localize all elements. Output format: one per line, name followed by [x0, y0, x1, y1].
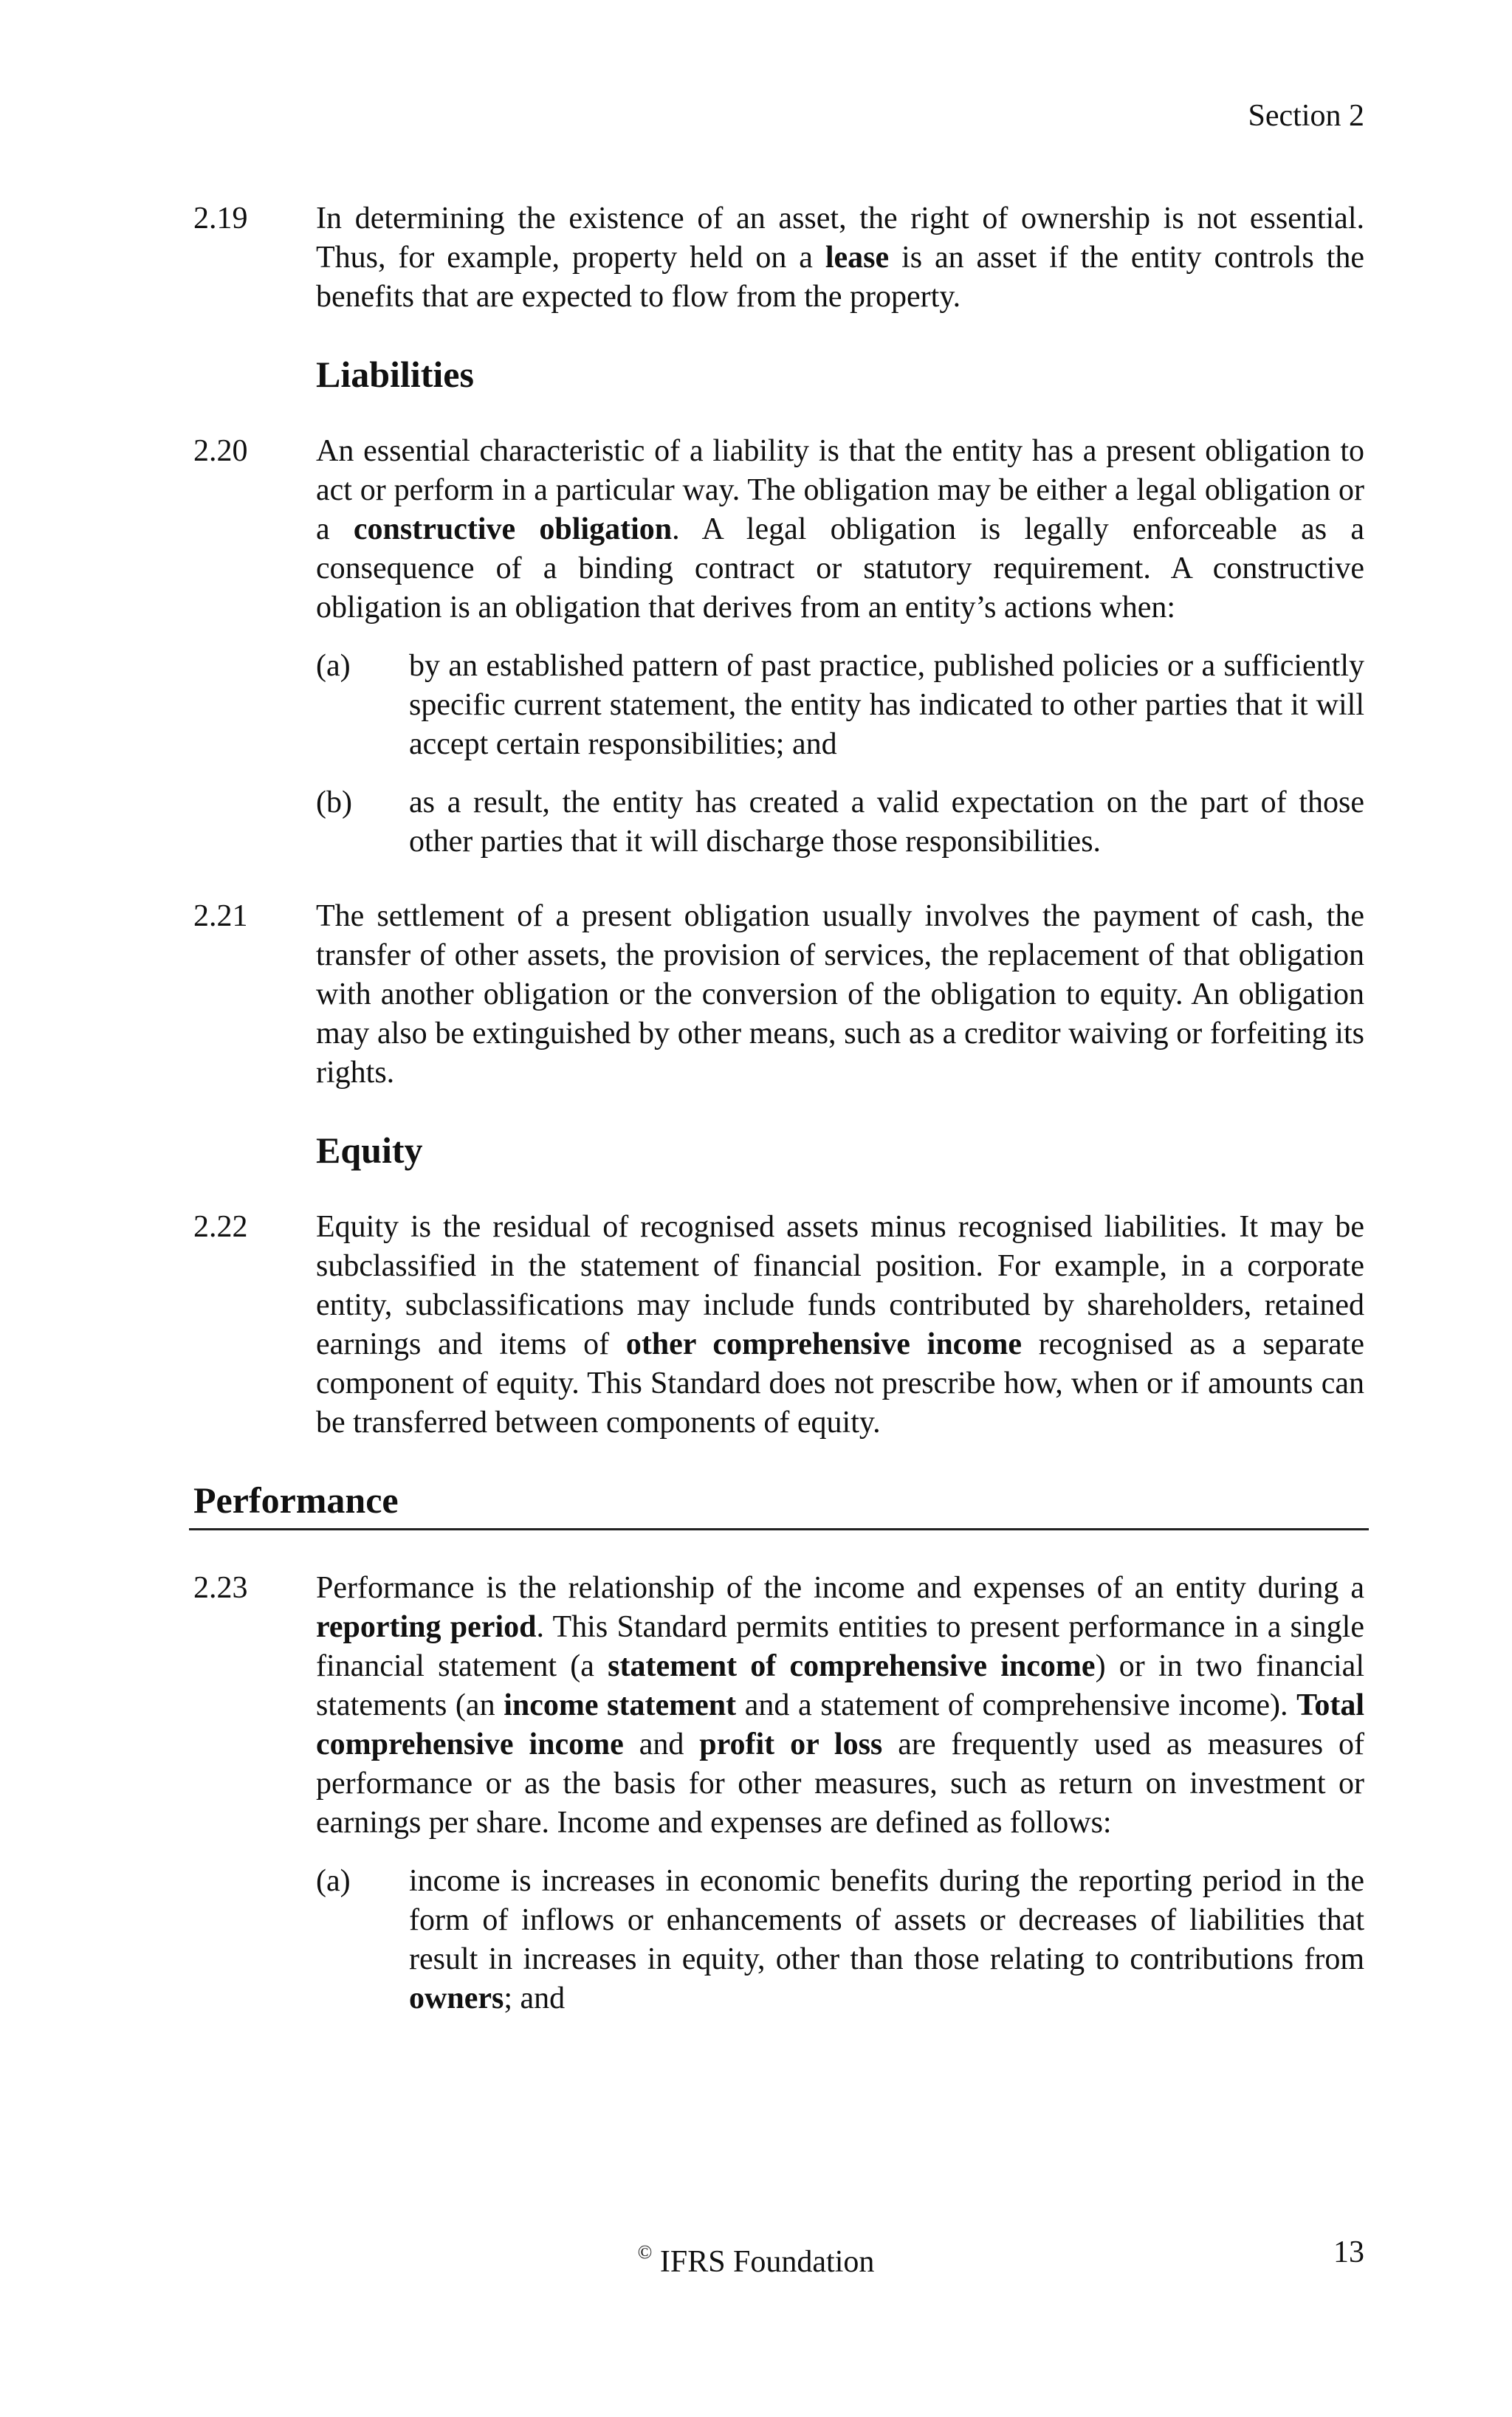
text-run: . A legal obligation is legally enforceable as a consequence of a binding contract or statutory requirement. A constructive obligation is an obligation that derives from an entity’s actions when:: [316, 512, 1364, 625]
paragraph-2-21: [193, 897, 1364, 1093]
text-run: are frequently used as measures of performance or as the basis for other measures, such as return on investment or earnings per share. Income and expenses are defined as follows:: [316, 1727, 1364, 1840]
paragraph-2-20: [193, 432, 1364, 862]
text-run: ) or in two financial statements (an: [316, 1649, 1364, 1722]
list-item-b: [316, 783, 1364, 862]
item-label: (b): [316, 785, 352, 819]
text-run: Performance is the relationship of the income and expenses of an entity during a: [316, 1571, 1364, 1605]
subheading-equity: Equity: [316, 1130, 423, 1171]
text-run: and: [623, 1727, 700, 1761]
paragraph-2-22: [193, 1208, 1364, 1443]
paragraph-number: 2.19: [193, 202, 248, 235]
defined-term-owners: owners: [409, 1981, 504, 2015]
defined-term-income-statement: income statement: [504, 1688, 737, 1722]
list-item-a: [316, 647, 1364, 764]
item-label: (a): [316, 649, 351, 683]
defined-term-total-comprehensive-income: Total comprehensive income: [316, 1688, 1364, 1761]
section-heading-text: Performance: [193, 1479, 399, 1521]
paragraph-number: 2.21: [193, 899, 248, 933]
paragraph-number: 2.22: [193, 1210, 248, 1244]
text-run: ; and: [504, 1981, 566, 2015]
text-run: . This Standard permits entities to present performance in a single financial statement (a: [316, 1610, 1364, 1683]
item-text: by an established pattern of past practice, published policies or a sufficiently specific current statement, the entity has indicated to other parties that it will accept certain responsibilities; and: [409, 649, 1364, 761]
text-run: income is increases in economic benefits during the reporting period in the form of inflows or enhancements of assets or decreases of liabilities that result in increases in equity, other than those relating to contributions from: [409, 1864, 1364, 1976]
paragraph-text: [316, 1208, 1364, 1443]
footer-copyright: [0, 2234, 1512, 2280]
paragraph-text: [316, 199, 1364, 317]
page-content: [193, 199, 1364, 2054]
text-run: In determining the existence of an asset, the right of ownership is not essential. Thus, for example, property held on a: [316, 202, 1364, 275]
paragraph-2-23: [193, 1569, 1364, 2018]
text-run: An essential characteristic of a liability is that the entity has a present obligation to act or perform in a particular way. The obligation may be either a legal obligation or a: [316, 434, 1364, 546]
paragraph-text: The settlement of a present obligation usually involves the payment of cash, the transfer of other assets, the provision of services, the replacement of that obligation with another obligation or the conversion of the obligation to equity. An obligation may also be extinguished by other means, such as a creditor waiving or forfeiting its rights.: [316, 899, 1364, 1090]
defined-term-other-comprehensive-income: other comprehensive income: [625, 1327, 1022, 1361]
paragraph-number: 2.23: [193, 1571, 248, 1605]
item-text: [409, 1862, 1364, 2018]
defined-term-lease: lease: [825, 241, 890, 275]
item-label: (a): [316, 1864, 351, 1898]
text-run: is an asset if the entity controls the benefits that are expected to flow from the property.: [316, 241, 1364, 314]
copyright-symbol: ©: [637, 2241, 653, 2263]
subheading-liabilities: Liabilities: [316, 354, 474, 395]
paragraph-number: 2.20: [193, 434, 248, 468]
defined-term-reporting-period: reporting period: [316, 1610, 537, 1644]
paragraph-text: [316, 1569, 1364, 1843]
paragraph-text: [316, 432, 1364, 628]
text-run: Equity is the residual of recognised assets minus recognised liabilities. It may be subclassified in the statement of financial position. For example, in a corporate entity, subclassifications may include funds contributed by shareholders, retained earnings and items of: [316, 1210, 1364, 1361]
text-run: and a statement of comprehensive income).: [736, 1688, 1297, 1722]
list-item-a: [316, 1862, 1364, 2018]
defined-term-profit-or-loss: profit or loss: [699, 1727, 883, 1761]
paragraph-2-19: [193, 199, 1364, 317]
running-header-section: Section 2: [1248, 99, 1364, 133]
item-list: [316, 647, 1364, 862]
item-list: [316, 1862, 1364, 2018]
text-run: recognised as a separate component of equity. This Standard does not prescribe how, when or if amounts can be transferred between components of equity.: [316, 1327, 1364, 1440]
defined-term-statement-of-comprehensive-income: statement of comprehensive income: [608, 1649, 1096, 1683]
item-text: as a result, the entity has created a valid expectation on the part of those other parties that it will discharge those responsibilities.: [409, 785, 1364, 859]
defined-term-constructive-obligation: constructive obligation: [353, 512, 673, 546]
section-heading-performance: [189, 1478, 1369, 1530]
footer-org: IFRS Foundation: [659, 2245, 875, 2279]
page-number: 13: [1333, 2235, 1364, 2269]
